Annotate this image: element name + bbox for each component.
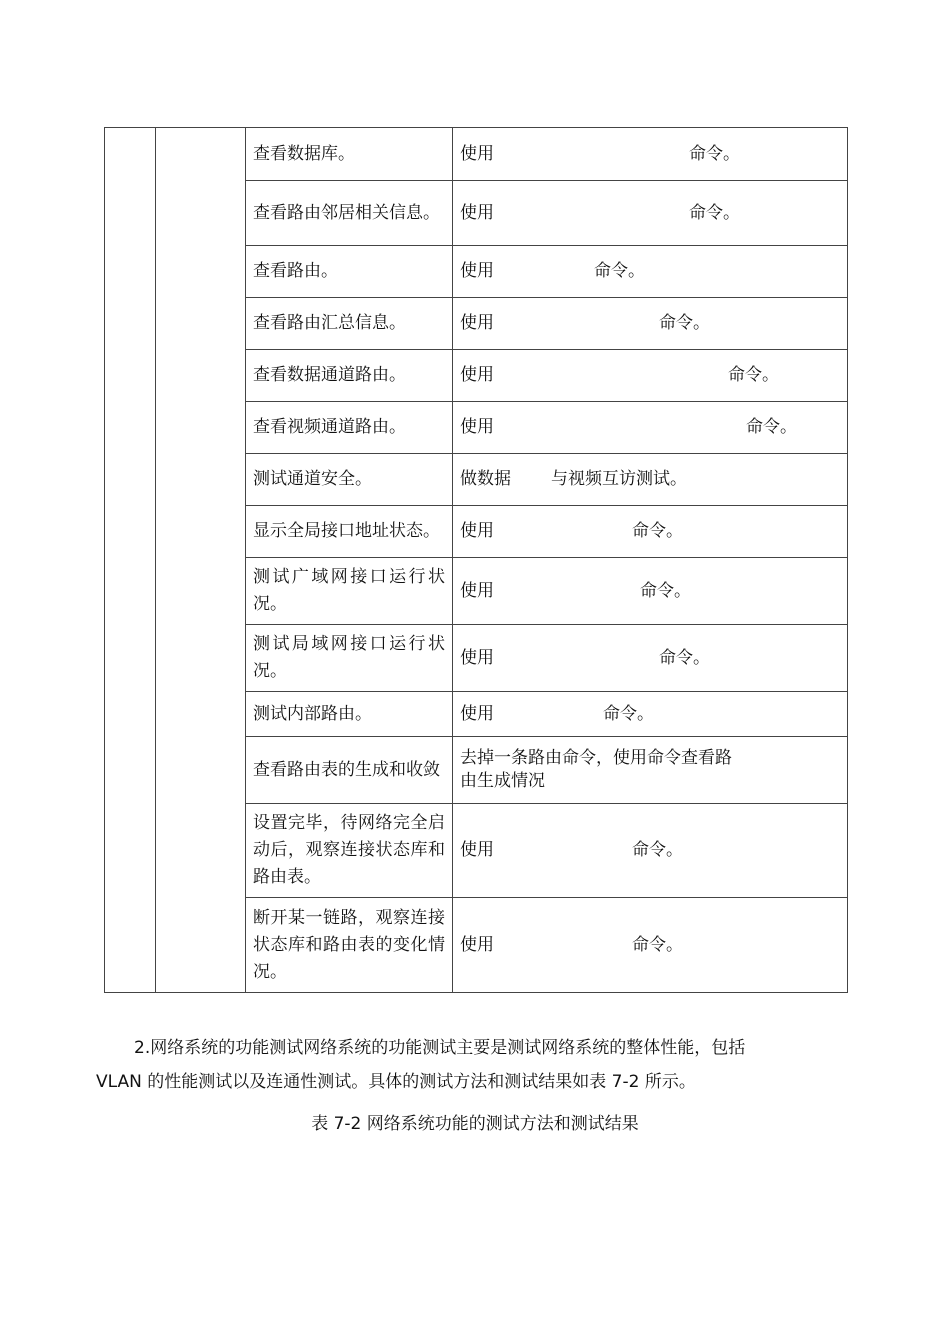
method-suffix: 命令。: [659, 647, 710, 668]
step-cell: 设置完毕，待网络完全启动后，观察连接状态库和路由表。: [246, 804, 453, 898]
method-suffix: 命令。: [640, 580, 691, 601]
method-cell: [453, 898, 848, 993]
step-cell: 测试广域网接口运行状况。: [246, 558, 453, 625]
method-text: 使用: [460, 202, 494, 223]
method-text: 使用: [460, 261, 494, 281]
step-cell: 查看路由邻居相关信息。: [246, 181, 453, 246]
method-suffix: 命令。: [746, 417, 797, 437]
step-cell: 查看路由表的生成和收敛: [246, 737, 453, 804]
method-text: 使用: [460, 703, 494, 724]
method-text: 使用: [460, 934, 494, 955]
paragraph-line-1: 2.网络系统的功能测试网络系统的功能测试主要是测试网络系统的整体性能，包括: [134, 1038, 746, 1058]
method-text: 使用: [460, 417, 494, 437]
method-suffix: 命令。: [689, 202, 740, 223]
merged-cell-col1: [105, 128, 156, 993]
method-suffix: 命令。: [632, 840, 683, 860]
method-text: 使用: [460, 313, 494, 333]
method-text: 使用: [460, 647, 494, 668]
method-suffix: 命令。: [689, 143, 740, 164]
method-suffix: 命令。: [594, 261, 645, 281]
method-cell: [453, 128, 848, 181]
paragraph-line-2: VLAN 的性能测试以及连通性测试。具体的测试方法和测试结果如表 7-2 所示。: [96, 1072, 696, 1092]
method-cell: [453, 298, 848, 350]
step-cell: 测试内部路由。: [246, 692, 453, 737]
method-suffix: 命令。: [728, 365, 779, 385]
test-steps-table: [104, 127, 848, 993]
table-caption: 表 7-2 网络系统功能的测试方法和测试结果: [311, 1114, 639, 1134]
method-cell: [453, 246, 848, 298]
step-cell: 断开某一链路，观察连接状态库和路由表的变化情况。: [246, 898, 453, 993]
step-cell: 查看数据库。: [246, 128, 453, 181]
step-cell: 测试局域网接口运行状况。: [246, 625, 453, 692]
method-text: 使用: [460, 365, 494, 385]
method-cell: [453, 625, 848, 692]
step-cell: 显示全局接口地址状态。: [246, 506, 453, 558]
table-row: [105, 128, 848, 181]
method-text: 做数据: [460, 469, 511, 489]
step-cell: 查看数据通道路由。: [246, 350, 453, 402]
step-cell: 查看路由汇总信息。: [246, 298, 453, 350]
step-cell: 查看视频通道路由。: [246, 402, 453, 454]
method-cell: 去掉一条路由命令，使用命令查看路由生成情况: [453, 737, 848, 804]
method-suffix: 与视频互访测试。: [551, 469, 687, 489]
merged-cell-col2: [156, 128, 246, 993]
method-cell: [453, 402, 848, 454]
method-cell: [453, 558, 848, 625]
step-cell: 测试通道安全。: [246, 454, 453, 506]
method-suffix: 命令。: [603, 703, 654, 724]
step-cell: 查看路由。: [246, 246, 453, 298]
method-text: 使用: [460, 580, 494, 601]
method-suffix: 命令。: [632, 934, 683, 955]
method-text: 使用: [460, 840, 494, 860]
method-cell: [453, 506, 848, 558]
method-cell: [453, 181, 848, 246]
method-suffix: 命令。: [632, 521, 683, 541]
method-cell: [453, 350, 848, 402]
method-cell: [453, 804, 848, 898]
method-text: 使用: [460, 143, 494, 164]
body-paragraph: [96, 1031, 836, 1099]
method-text: 使用: [460, 521, 494, 541]
method-cell: [453, 454, 848, 506]
method-cell: [453, 692, 848, 737]
method-suffix: 命令。: [659, 313, 710, 333]
